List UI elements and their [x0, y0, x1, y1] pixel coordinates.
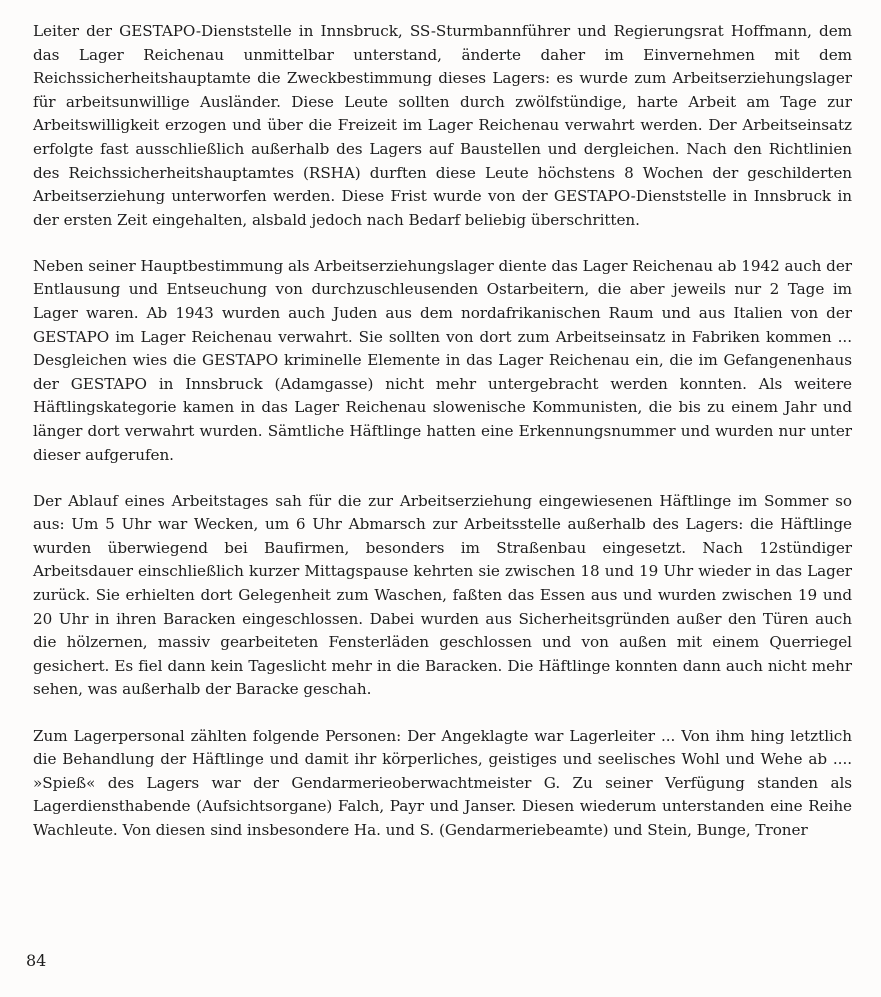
paragraph-3: Der Ablauf eines Arbeitstages sah für die zur Arbeitserziehung eingewiesenen Häftlinge im Sommer so aus: Um 5 Uhr war Wecken, um 6 Uhr Abmarsch zur Arbeitsstelle außerhalb des Lagers: die Häftlinge wurden überwiegend bei Baufirmen, besonders im Straßenbau eingesetzt. Nach 12stündiger Arbeitsdauer einschließlich kurzer Mittagspause kehrten sie zwischen 18 und 19 Uhr wieder in das Lager zurück. Sie erhielten dort Gelegenheit zum Waschen, faßten das Essen aus und wurden zwischen 19 und 20 Uhr in ihren Baracken eingeschlossen. Dabei wurden aus Sicherheitsgründen außer den Türen auch die hölzernen, massiv gearbeiteten Fensterläden geschlossen und von außen mit einem Querriegel gesichert. Es fiel dann kein Tageslicht mehr in die Baracken. Die Häftlinge konnten dann auch nicht mehr sehen, was außerhalb der Baracke geschah. — [33, 491, 852, 699]
paragraph-2: Neben seiner Hauptbestimmung als Arbeitserziehungslager diente das Lager Reichenau ab 1942 auch der Entlausung und Entseuchung von durchzuschleusenden Ostarbeitern, die aber jeweils nur 2 Tage im Lager waren. Ab 1943 wurden auch Juden aus dem nordafrikanischen Raum und aus Italien von der GESTAPO im Lager Reichenau verwahrt. Sie sollten von dort zum Arbeitseinsatz in Fabriken kommen ... Desgleichen wies die GESTAPO kriminelle Elemente in das Lager Reichenau ein, die im Gefangenenhaus der GESTAPO in Innsbruck (Adamgasse) nicht mehr untergebracht werden konnten. Als weitere Häftlingskategorie kamen in das Lager Reichenau slowenische Kommunisten, die bis zu einem Jahr und länger dort verwahrt wurden. Sämtliche Häftlinge hatten eine Erkennungsnummer und wurden nur unter dieser aufgerufen. — [33, 256, 852, 464]
paragraph-1: Leiter der GESTAPO-Dienststelle in Innsbruck, SS-Sturmbannführer und Regierungsrat Hoffmann, dem das Lager Reichenau unmittelbar unterstand, änderte daher im Einvernehmen mit dem Reichssicherheitshauptamte die Zweckbestimmung dieses Lagers: es wurde zum Arbeitserziehungslager für arbeitsunwillige Ausländer. Diese Leute sollten durch zwölfstündige, harte Arbeit am Tage zur Arbeitswilligkeit erzogen und über die Freizeit im Lager Reichenau verwahrt werden. Der Arbeitseinsatz erfolgte fast ausschließlich außerhalb des Lagers auf Baustellen und dergleichen. Nach den Richtlinien des Reichssicherheitshauptamtes (RSHA) durften diese Leute höchstens 8 Wochen der geschilderten Arbeitserziehung unterworfen werden. Diese Frist wurde von der GESTAPO-Dienststelle in Innsbruck in der ersten Zeit eingehalten, alsbald jedoch nach Bedarf beliebig überschritten. — [33, 22, 852, 229]
body-text — [33, 20, 852, 865]
page-number: 84 — [26, 951, 47, 970]
paragraph-4: Zum Lagerpersonal zählten folgende Personen: Der Angeklagte war Lagerleiter ... Von ihm hing letztlich die Behandlung der Häftlinge und damit ihr körperliches, geistiges und seelisches Wohl und Wehe ab .... »Spieß« des Lagers war der Gendarmerieoberwachtmeister G. Zu seiner Verfügung standen als Lagerdiensthabende (Aufsichtsorgane) Falch, Payr und Janser. Diesen wiederum unterstanden eine Reihe Wachleute. Von diesen sind insbesondere Ha. und S. (Gendarmeriebeamte) und Stein, Bunge, Troner — [33, 726, 852, 839]
